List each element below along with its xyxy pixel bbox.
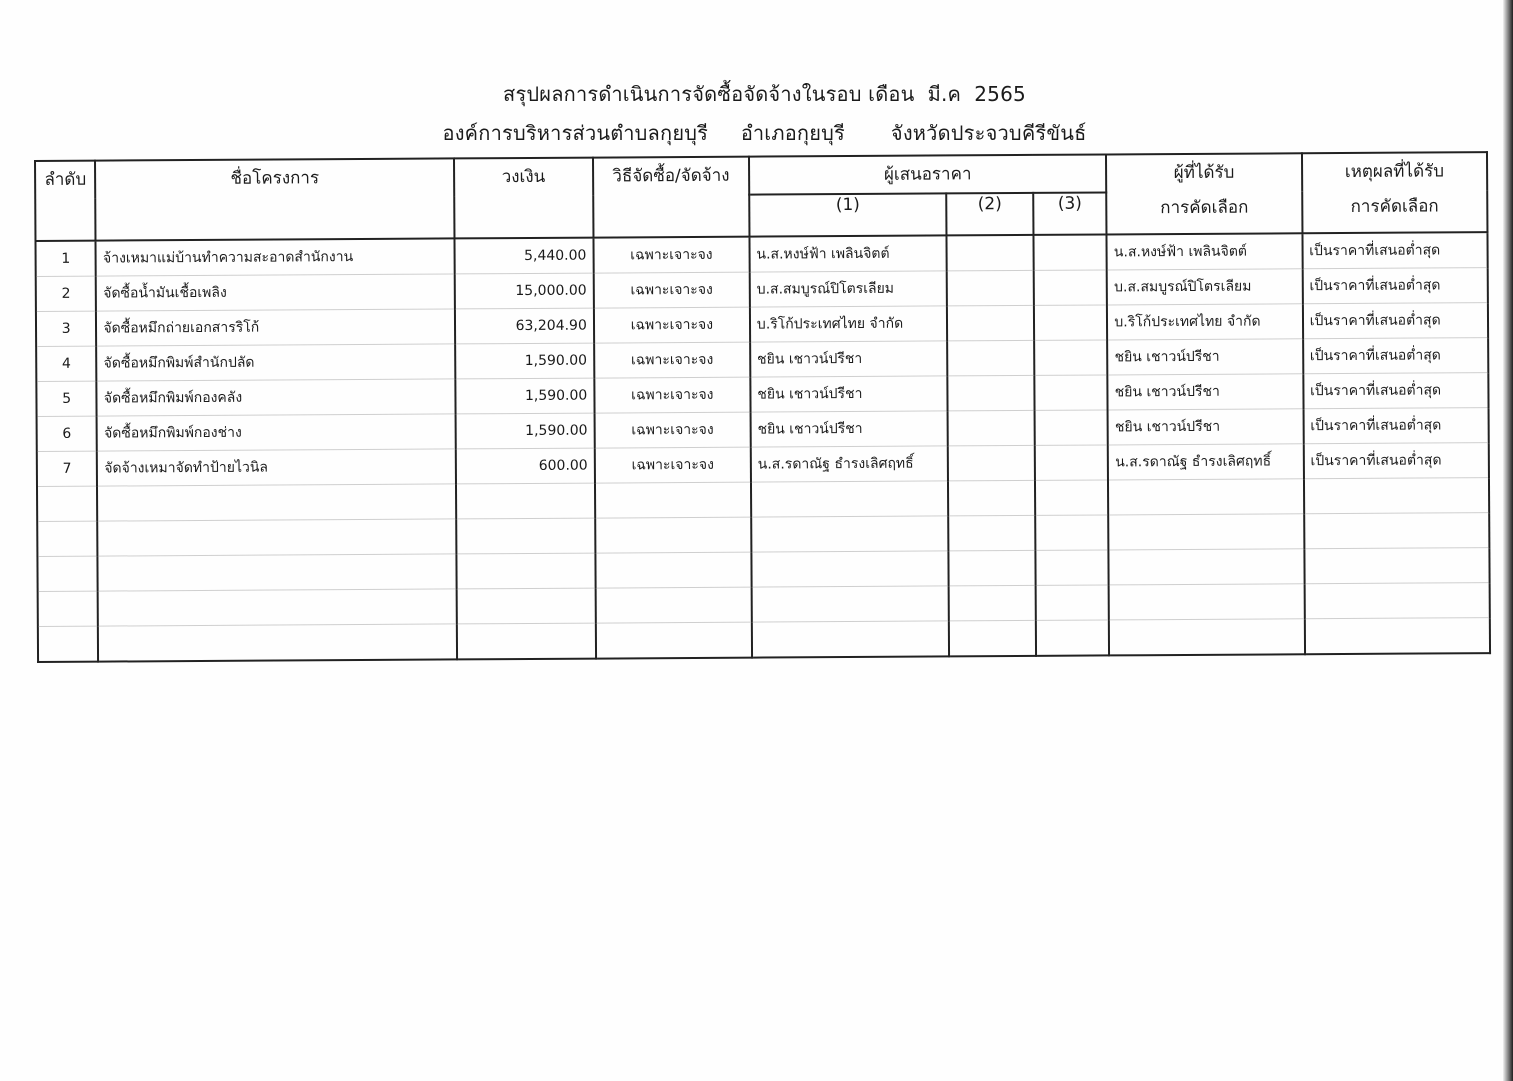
- cell-reason: เป็นราคาที่เสนอต่ำสุด: [1302, 232, 1488, 269]
- cell-winner: [1109, 549, 1305, 585]
- cell-bidder-2: [948, 410, 1035, 446]
- cell-reason: [1304, 548, 1490, 584]
- cell-reason: [1304, 618, 1490, 655]
- cell-no: 3: [36, 311, 97, 346]
- cell-no: 4: [36, 346, 97, 381]
- cell-no: 1: [35, 241, 96, 277]
- cell-project: [97, 484, 456, 521]
- cell-method: [595, 552, 751, 588]
- cell-bidder-1: บ.ริโก้ประเทศไทย จำกัด: [750, 306, 948, 342]
- cell-budget: [457, 623, 596, 659]
- cell-bidder-3: [1035, 585, 1109, 620]
- cell-budget: [456, 553, 595, 589]
- cell-no: 2: [36, 276, 97, 311]
- cell-bidder-2: [949, 550, 1036, 586]
- cell-project: จัดซื้อหมึกถ่ายเอกสารริโก้: [96, 309, 455, 346]
- cell-no: [37, 521, 98, 556]
- cell-bidder-2: [948, 515, 1035, 551]
- cell-bidder-2: [949, 620, 1036, 656]
- cell-bidder-3: [1034, 375, 1108, 410]
- cell-winner: [1108, 479, 1304, 515]
- cell-project: จัดจ้างเหมาจัดทำป้ายไวนิล: [97, 449, 456, 486]
- cell-budget: 15,000.00: [455, 273, 594, 309]
- col-header-bidder-1: (1): [749, 193, 947, 236]
- cell-bidder-1: ชยิน เชาวน์ปรีชา: [750, 376, 948, 412]
- cell-reason: เป็นราคาที่เสนอต่ำสุด: [1303, 373, 1489, 409]
- cell-reason: [1304, 478, 1490, 514]
- table-row: [38, 618, 1490, 662]
- cell-winner: [1109, 619, 1305, 656]
- cell-winner: บ.ส.สมบูรณ์ปิโตรเลียม: [1107, 269, 1303, 305]
- col-header-reason: [1302, 152, 1488, 233]
- cell-bidder-2: [947, 235, 1034, 271]
- cell-method: เฉพาะเจาะจง: [595, 447, 751, 483]
- col-header-winner: [1106, 153, 1302, 234]
- cell-budget: [456, 483, 595, 519]
- cell-budget: 1,590.00: [455, 413, 594, 449]
- cell-method: เฉพาะเจาะจง: [594, 307, 750, 343]
- cell-bidder-1: [751, 481, 949, 517]
- cell-bidder-3: [1035, 445, 1109, 480]
- col-header-no: ลำดับ: [35, 161, 96, 241]
- cell-bidder-3: [1035, 480, 1109, 515]
- cell-bidder-2: [948, 445, 1035, 481]
- cell-no: [38, 591, 99, 626]
- cell-bidder-1: [752, 586, 950, 622]
- cell-bidder-1: น.ส.รดาณัฐ ธำรงเลิศฤทธิ์: [751, 446, 949, 482]
- col-header-bidders: ผู้เสนอราคา: [749, 154, 1107, 194]
- cell-bidder-2: [947, 305, 1034, 341]
- cell-bidder-1: น.ส.หงษ์ฟ้า เพลินจิตต์: [749, 235, 947, 272]
- cell-budget: 5,440.00: [454, 238, 593, 274]
- cell-bidder-3: [1035, 515, 1109, 550]
- col-header-method: วิธีจัดซื้อ/จัดจ้าง: [593, 157, 750, 238]
- cell-no: 6: [37, 416, 98, 451]
- cell-no: 7: [37, 451, 98, 486]
- cell-method: เฉพาะเจาะจง: [594, 272, 750, 308]
- table-header: [35, 152, 1487, 241]
- cell-method: [596, 622, 752, 658]
- cell-winner: น.ส.หงษ์ฟ้า เพลินจิตต์: [1107, 233, 1303, 270]
- cell-budget: 63,204.90: [455, 308, 594, 344]
- cell-project: [98, 589, 457, 626]
- cell-bidder-1: ชยิน เชาวน์ปรีชา: [750, 341, 948, 377]
- cell-bidder-2: [947, 270, 1034, 306]
- cell-method: เฉพาะเจาะจง: [594, 412, 750, 448]
- cell-bidder-2: [948, 375, 1035, 411]
- cell-project: [98, 519, 457, 556]
- cell-project: [98, 554, 457, 591]
- scan-edge-shadow: [1503, 0, 1513, 1081]
- cell-bidder-2: [947, 340, 1034, 376]
- cell-no: [37, 556, 98, 591]
- cell-reason: เป็นราคาที่เสนอต่ำสุด: [1303, 408, 1489, 444]
- cell-no: 5: [36, 381, 97, 416]
- cell-budget: 1,590.00: [455, 343, 594, 379]
- cell-bidder-3: [1034, 305, 1108, 340]
- cell-bidder-2: [948, 480, 1035, 516]
- cell-budget: [456, 518, 595, 554]
- cell-bidder-3: [1036, 620, 1110, 656]
- cell-winner: บ.ริโก้ประเทศไทย จำกัด: [1107, 304, 1303, 340]
- cell-reason: เป็นราคาที่เสนอต่ำสุด: [1303, 303, 1489, 339]
- cell-project: จัดซื้อหมึกพิมพ์กองช่าง: [97, 414, 456, 451]
- cell-bidder-3: [1033, 234, 1107, 270]
- table-body: [35, 232, 1490, 662]
- col-header-project: ชื่อโครงการ: [95, 158, 454, 240]
- cell-project: จ้างเหมาแม่บ้านทำความสะอาดสำนักงาน: [96, 238, 455, 276]
- cell-method: [595, 482, 751, 518]
- col-header-winner-line2: การคัดเลือก: [1160, 197, 1249, 219]
- document-title: สรุปผลการดำเนินการจัดซื้อจัดจ้างในรอบ เดือน มี.ค 2565: [503, 82, 1026, 106]
- cell-method: [595, 587, 751, 623]
- cell-winner: ชยิน เชาวน์ปรีชา: [1108, 374, 1304, 410]
- cell-method: [595, 517, 751, 553]
- cell-bidder-1: บ.ส.สมบูรณ์ปิโตรเลียม: [750, 271, 948, 307]
- col-header-bidder-3: (3): [1033, 192, 1107, 234]
- cell-bidder-3: [1034, 270, 1108, 305]
- cell-method: เฉพาะเจาะจง: [593, 237, 749, 273]
- cell-reason: [1304, 513, 1490, 549]
- cell-reason: เป็นราคาที่เสนอต่ำสุด: [1303, 443, 1489, 479]
- cell-winner: น.ส.รดาณัฐ ธำรงเลิศฤทธิ์: [1108, 444, 1304, 480]
- cell-winner: ชยิน เชาวน์ปรีชา: [1107, 339, 1303, 375]
- cell-project: จัดซื้อหมึกพิมพ์สำนักปลัด: [97, 344, 456, 381]
- cell-bidder-3: [1034, 340, 1108, 375]
- cell-winner: [1109, 584, 1305, 620]
- cell-reason: เป็นราคาที่เสนอต่ำสุด: [1303, 338, 1489, 374]
- col-header-reason-line2: การคัดเลือก: [1350, 196, 1439, 217]
- cell-reason: เป็นราคาที่เสนอต่ำสุด: [1302, 268, 1488, 304]
- cell-bidder-3: [1035, 550, 1109, 585]
- cell-project: จัดซื้อน้ำมันเชื้อเพลิง: [96, 274, 455, 311]
- cell-method: เฉพาะเจาะจง: [594, 342, 750, 378]
- cell-budget: [457, 588, 596, 624]
- cell-bidder-1: ชยิน เชาวน์ปรีชา: [750, 411, 948, 447]
- cell-bidder-2: [949, 585, 1036, 621]
- cell-winner: ชยิน เชาวน์ปรีชา: [1108, 409, 1304, 445]
- cell-reason: [1304, 583, 1490, 619]
- cell-project: จัดซื้อหมึกพิมพ์กองคลัง: [97, 379, 456, 416]
- col-header-winner-line1: ผู้ที่ได้รับ: [1173, 162, 1235, 184]
- cell-budget: 600.00: [456, 448, 595, 484]
- cell-bidder-1: [751, 551, 949, 587]
- procurement-table: [34, 151, 1491, 663]
- cell-project: [98, 624, 457, 662]
- cell-budget: 1,590.00: [455, 378, 594, 414]
- col-header-bidder-2: (2): [946, 193, 1033, 236]
- cell-method: เฉพาะเจาะจง: [594, 377, 750, 413]
- cell-bidder-1: [751, 516, 949, 552]
- cell-winner: [1109, 514, 1305, 550]
- organization-line: องค์การบริหารส่วนตำบลกุยบุรี อำเภอกุยบุรี จังหวัดประจวบคีรีขันธ์: [442, 121, 1087, 145]
- cell-no: [37, 486, 98, 521]
- cell-bidder-3: [1034, 410, 1108, 445]
- cell-no: [38, 626, 99, 662]
- col-header-budget: วงเงิน: [454, 158, 593, 239]
- cell-bidder-1: [752, 621, 950, 658]
- col-header-reason-line1: เหตุผลที่ได้รับ: [1344, 161, 1445, 182]
